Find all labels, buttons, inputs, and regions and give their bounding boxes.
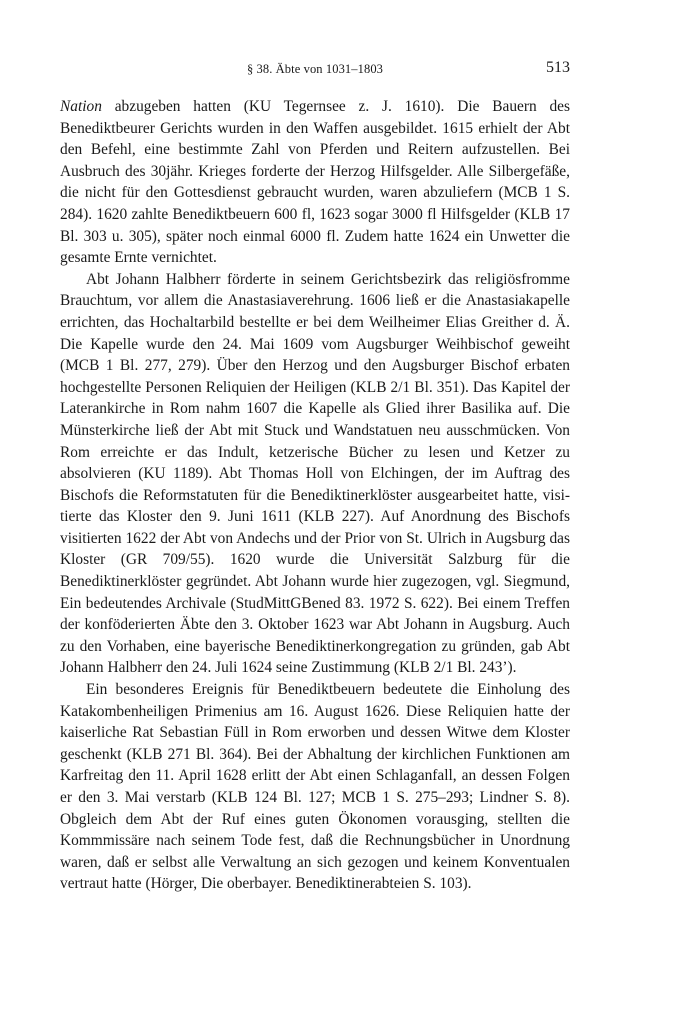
body-text — [60, 96, 570, 895]
paragraph-3: Ein besonderes Ereignis für Benediktbeuern bedeutete die Einholung des Katakombenheiligen Primenius am 16. August 1626. Diese Reliquien hatte der kaiserliche Rat Sebastian Füll in Rom erworben und dessen Witwe dem Kloster geschenkt (KLB 271 Bl. 364). Bei der Abhaltung der kirchlichen Funktionen am Karfreitag den 11. April 1628 erlitt der Abt einen Schlaganfall, an dessen Folgen er den 3. Mai verstarb (KLB 124 Bl. 127; MCB 1 S. 275–293; Lindner S. 8). Obgleich dem Abt der Ruf eines guten Ökonomen vorausging, stellten die Kommmissäre nach seinem Tode fest, daß die Rechnungsbücher in Unordnung waren, daß er selbst alle Verwaltung an sich gezogen und keinem Konventualen vertraut hatte (Hörger, Die oberbayer. Benediktinerabteien S. 103). — [60, 681, 570, 893]
paragraph-2: Abt Johann Halbherr förderte in seinem Gerichtsbezirk das religiösfromme Brauchtum, vor allem die Anastasiaverehrung. 1606 ließ er die Anastasiakapelle errichten, das Hochaltarbild bestellte er bei dem Weilheimer Elias Greither d. Ä. Die Kapelle wurde den 24. Mai 1609 vom Augsburger Weihbischof geweiht (MCB 1 Bl. 277, 279). Über den Herzog und den Augsburger Bischof erbaten hochgestellte Personen Reliquien der Heiligen (KLB 2/1 Bl. 351). Das Kapitel der Laterankirche in Rom nahm 1607 die Kapelle als Glied ihrer Basilika auf. Die Münsterkirche ließ der Abt mit Stuck und Wandstatuen neu ausschmücken. Von Rom erreichte er das Indult, ketzerische Bücher zu lesen und Ketzer zu absolvieren (KU 1189). Abt Thomas Holl von Elchingen, der im Auftrag des Bischofs die Reformstatuten für die Benediktinerklöster ausgearbeitet hatte, visitierte das Kloster den 9. Juni 1611 (KLB 227). Auf Anordnung des Bischofs visitierten 1622 der Abt von Andechs und der Prior von St. Ulrich in Augsburg das Kloster (GR 709/55). 1620 wurde die Universität Salzburg für die Benediktinerklöster gegründet. Abt Johann wurde hier zugezogen, vgl. Siegmund, Ein bedeutendes Archivale (StudMittGBened 83. 1972 S. 622). Bei einem Treffen der konföderierten Äbte den 3. Oktober 1623 war Abt Johann in Augsburg. Auch zu den Vorhaben, eine bayerische Benediktinerkongregation zu gründen, gab Abt Johann Halbherr den 24. Juli 1624 seine Zustimmung (KLB 2/1 Bl. 243’). — [60, 270, 570, 677]
page-number: 513 — [546, 59, 570, 76]
running-title: § 38. Äbte von 1031–1803 — [246, 62, 384, 76]
running-head — [60, 59, 570, 82]
paragraph-1-text: abzugeben hatten (KU Tegernsee z. J. 1610). Die Bauern des Benediktbeurer Gerichts wurden in den Waffen ausgebildet. 1615 erhielt der Abt den Befehl, eine bestimmte Zahl von Pferden und Reitern aufzustellen. Bei Ausbruch des 30jähr. Krieges forderte der Herzog Hilfsgelder. Alle Silbergefäße, die nicht für den Gottesdienst gebraucht wurden, waren abzuliefern (MCB 1 S. 284). 1620 zahlte Benediktbeuern 600 fl, 1623 sogar 3000 fl Hilfsgelder (KLB 17 Bl. 303 u. 305), später noch einmal 6000 fl. Zudem hatte 1624 ein Unwetter die gesamte Ernte vernichtet. — [60, 98, 570, 267]
italic-word: Nation — [60, 98, 102, 115]
paragraph-1 — [60, 96, 570, 269]
